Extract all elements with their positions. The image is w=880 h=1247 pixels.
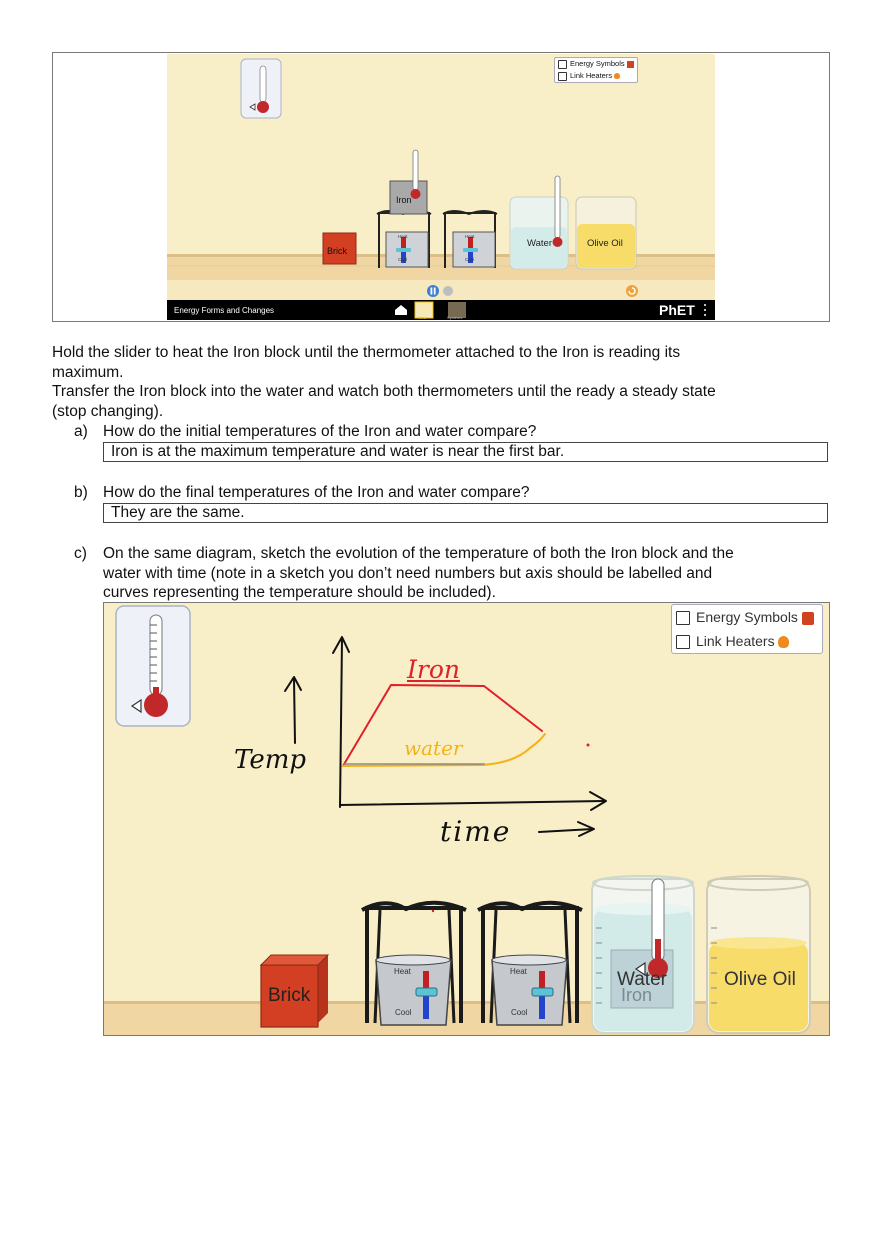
navbar-title: Energy Forms and Changes xyxy=(174,306,275,315)
instruction-line-2: maximum. xyxy=(52,364,124,381)
bottom-water-label: Water xyxy=(617,969,667,990)
instruction-line-4: (stop changing). xyxy=(52,403,164,420)
screen-systems-label[interactable]: Systems xyxy=(447,315,463,320)
top-controls-panel xyxy=(554,57,638,83)
sketch-iron-label: Iron xyxy=(407,655,460,684)
question-c-label: c) xyxy=(74,545,87,562)
question-a-text: How do the initial temperatures of the Iron and water compare? xyxy=(103,423,537,440)
question-c-line-2: water with time (note in a sketch you don’t need numbers but axis should be labelled and xyxy=(103,565,713,582)
question-a-label: a) xyxy=(74,423,88,440)
bottom-energy-symbol-icon xyxy=(802,612,814,625)
bottom-thermometer-bulb-icon xyxy=(144,693,168,717)
sketch-water-label: water xyxy=(404,736,463,760)
top-energy-symbols-checkbox[interactable]: Energy Symbols xyxy=(558,58,637,70)
bottom-flame-icon xyxy=(778,636,789,648)
sketch-temp-label: Temp xyxy=(234,745,307,775)
bottom-heat-label-2: Heat xyxy=(510,967,527,976)
bottom-oil-beaker[interactable] xyxy=(707,876,810,1033)
sketch-x-axis xyxy=(340,801,604,805)
thermometer-bulb-icon xyxy=(257,101,269,113)
bottom-brick-label: Brick xyxy=(268,985,311,1006)
bottom-heat-label-1: Heat xyxy=(394,967,411,976)
bottom-cool-label-1: Cool xyxy=(395,1008,412,1017)
iron-thermometer-icon xyxy=(411,189,421,199)
top-sim-frame xyxy=(52,52,830,322)
top-cool-label: Cool xyxy=(398,257,408,262)
water-thermometer-icon xyxy=(553,237,563,247)
top-heat-label-2: Heat xyxy=(465,234,475,239)
top-water-label: Water xyxy=(527,238,552,249)
bottom-water-beaker[interactable] xyxy=(592,876,694,1033)
heater-1-slider[interactable] xyxy=(416,988,437,996)
sketch-y-axis xyxy=(340,639,342,807)
energy-symbol-icon xyxy=(627,61,634,68)
step-button[interactable] xyxy=(443,286,453,296)
top-iron-label: Iron xyxy=(396,195,412,205)
bottom-controls-panel xyxy=(671,604,823,654)
top-heat-label: Heat xyxy=(398,234,408,239)
question-c-line-3: curves representing the temperature should be included). xyxy=(103,584,496,601)
top-sim-screen xyxy=(167,54,715,320)
top-brick-label: Brick xyxy=(327,246,347,256)
bottom-link-heaters-checkbox[interactable]: Link Heaters xyxy=(676,629,822,653)
answer-b-field[interactable]: They are the same. xyxy=(103,503,828,523)
pause-button[interactable] xyxy=(427,285,439,297)
question-c-line-1: On the same diagram, sketch the evolution of the temperature of both the Iron block and the xyxy=(103,545,734,562)
instruction-line-3: Transfer the Iron block into the water and watch both thermometers until the ready a steady state xyxy=(52,383,716,400)
sketch-time-label: time xyxy=(440,815,512,848)
bottom-cool-label-2: Cool xyxy=(511,1008,528,1017)
screen-intro-label[interactable]: Intro xyxy=(418,315,427,320)
instruction-line-1: Hold the slider to heat the Iron block until the thermometer attached to the Iron is reading its xyxy=(52,344,681,361)
bottom-iron-label: Iron xyxy=(621,985,653,1005)
bottom-oil-label: Olive Oil xyxy=(724,969,796,990)
heater-2-slider[interactable] xyxy=(532,988,553,996)
top-cool-label-2: Cool xyxy=(465,257,475,262)
reset-button[interactable] xyxy=(626,285,638,297)
top-link-heaters-checkbox[interactable]: Link Heaters xyxy=(558,70,637,82)
answer-a-field[interactable]: Iron is at the maximum temperature and water is near the first bar. xyxy=(103,442,828,462)
top-oil-label: Olive Oil xyxy=(587,238,623,249)
question-b-text: How do the final temperatures of the Iron and water compare? xyxy=(103,484,530,501)
question-b-label: b) xyxy=(74,484,88,501)
flame-icon xyxy=(614,73,620,79)
bottom-sim-frame xyxy=(103,602,830,1036)
bottom-energy-symbols-checkbox[interactable]: Energy Symbols xyxy=(676,605,822,629)
phet-logo[interactable]: PhET xyxy=(659,302,695,318)
